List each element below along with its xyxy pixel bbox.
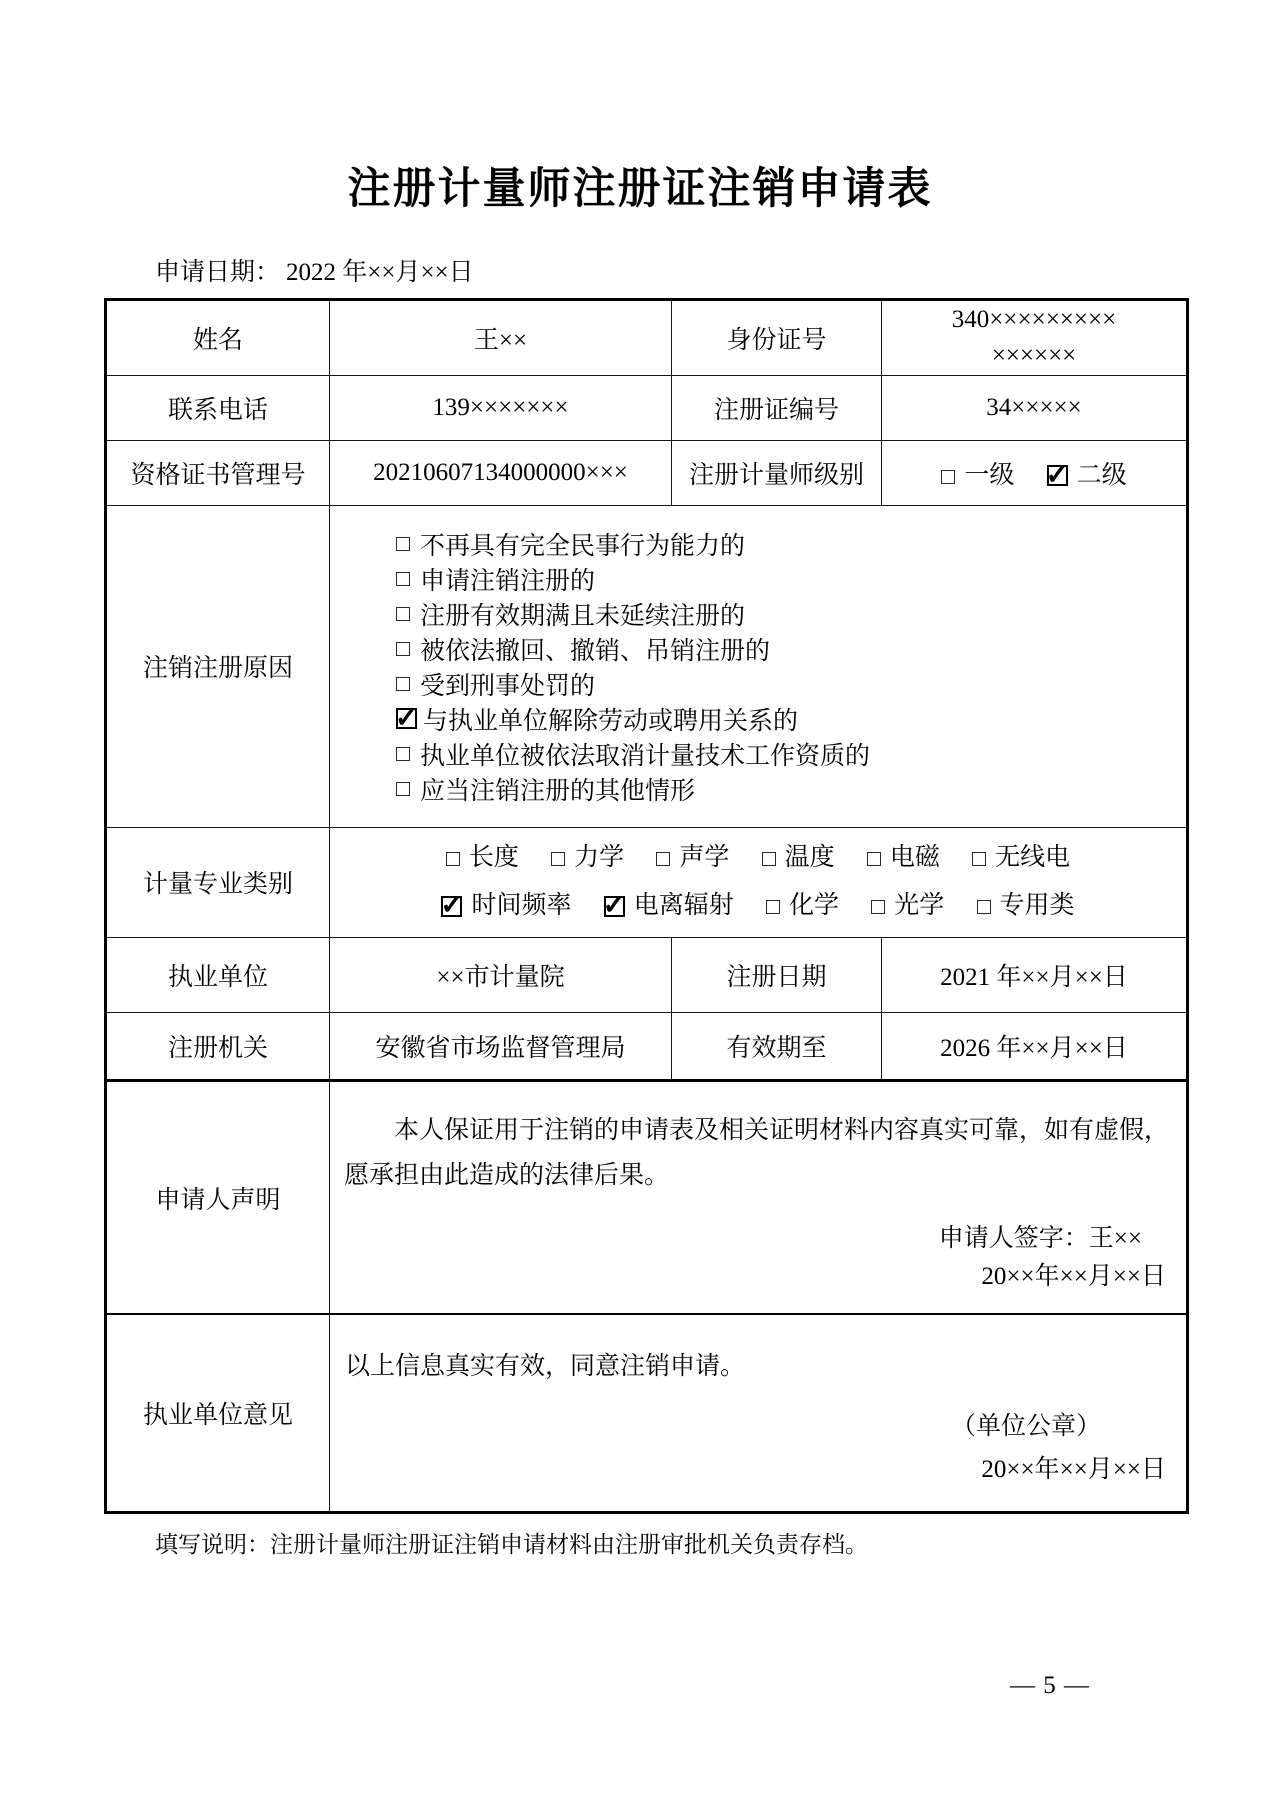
category-option[interactable] xyxy=(972,844,1070,871)
reason-1-label: 不再具有完全民事行为能力的 xyxy=(420,532,746,560)
reason-7-label: 执业单位被依法取消计量技术工作资质的 xyxy=(420,742,871,770)
authority-value-cell: 安徽省市场监督管理局 xyxy=(330,1012,672,1080)
reg-date-value-cell: 2021 年××月××日 xyxy=(882,937,1188,1012)
application-form-table xyxy=(104,298,1189,1514)
employer-label-cell: 执业单位 xyxy=(106,937,330,1012)
category-option[interactable] xyxy=(762,844,835,871)
id-number-line2: ×××××× xyxy=(991,341,1077,369)
reason-5-label: 受到刑事处罚的 xyxy=(420,672,596,700)
reason-option[interactable] xyxy=(396,701,1186,736)
row-employer-regdate xyxy=(106,937,1188,1012)
checkbox-reason-7-icon[interactable] xyxy=(396,747,410,761)
opinion-date: 20××年××月××日 xyxy=(981,1456,1166,1484)
categories-line-1 xyxy=(330,834,1186,882)
name-value-cell: 王×× xyxy=(330,299,672,375)
checkbox-category-shijianpinlv-icon[interactable]: ✓ xyxy=(440,890,464,922)
declaration-label-cell: 申请人声明 xyxy=(106,1080,330,1314)
category-label: 光学 xyxy=(894,892,945,920)
category-option[interactable] xyxy=(871,892,944,919)
checkbox-category-shengxue-icon[interactable] xyxy=(656,852,670,866)
checkbox-category-changdu-icon[interactable] xyxy=(446,852,460,866)
category-label: 电离辐射 xyxy=(633,892,734,920)
category-label: 温度 xyxy=(784,844,835,872)
cert-no-label-cell: 注册证编号 xyxy=(672,375,882,440)
level-option-2[interactable] xyxy=(1045,459,1127,491)
reason-option[interactable] xyxy=(396,561,1186,596)
reason-4-label: 被依法撤回、撤销、吊销注册的 xyxy=(420,637,771,665)
checkbox-category-dianlifushe-icon[interactable]: ✓ xyxy=(602,890,626,922)
checkbox-reason-8-icon[interactable] xyxy=(396,782,410,796)
valid-until-label-cell: 有效期至 xyxy=(672,1012,882,1080)
category-option[interactable] xyxy=(551,844,624,871)
applicant-signature-date: 20××年××月××日 xyxy=(981,1262,1166,1290)
category-option[interactable] xyxy=(656,844,729,871)
level-option-1[interactable] xyxy=(941,462,1014,489)
authority-label-cell: 注册机关 xyxy=(106,1012,330,1080)
level-option-1-label: 一级 xyxy=(964,461,1015,489)
category-option[interactable] xyxy=(602,890,734,922)
reason-option[interactable] xyxy=(396,526,1186,561)
id-number-line1: 340××××××××× xyxy=(951,305,1117,333)
row-phone-certno xyxy=(106,375,1188,440)
cert-no-value-cell: 34××××× xyxy=(882,375,1188,440)
categories-label-cell: 计量专业类别 xyxy=(106,827,330,937)
level-options-cell xyxy=(882,440,1188,505)
categories-options-cell xyxy=(330,827,1188,937)
checkbox-category-huaxue-icon[interactable] xyxy=(766,900,780,914)
qual-cert-label-cell: 资格证书管理号 xyxy=(106,440,330,505)
checkbox-category-wuxiandian-icon[interactable] xyxy=(972,852,986,866)
valid-until-value-cell: 2026 年××月××日 xyxy=(882,1012,1188,1080)
checkbox-reason-6-icon[interactable]: ✓ xyxy=(394,702,419,734)
reason-option[interactable] xyxy=(396,736,1186,771)
category-label: 时间频率 xyxy=(471,892,572,920)
checkbox-reason-5-icon[interactable] xyxy=(396,677,410,691)
category-option[interactable] xyxy=(440,890,572,922)
reason-8-label: 应当注销注册的其他情形 xyxy=(420,777,696,805)
row-authority-validity xyxy=(106,1012,1188,1080)
category-label: 专用类 xyxy=(999,892,1075,920)
checkbox-category-lixue-icon[interactable] xyxy=(551,852,565,866)
category-option[interactable] xyxy=(446,844,519,871)
reason-option[interactable] xyxy=(396,596,1186,631)
category-label: 声学 xyxy=(679,844,730,872)
checkbox-category-guangxue-icon[interactable] xyxy=(871,900,885,914)
row-employer-opinion xyxy=(106,1314,1188,1512)
phone-value-cell: 139××××××× xyxy=(330,375,672,440)
category-label: 化学 xyxy=(788,892,839,920)
checkbox-reason-2-icon[interactable] xyxy=(396,572,410,586)
level-label-cell: 注册计量师级别 xyxy=(672,440,882,505)
checkbox-category-zhuanyonglei-icon[interactable] xyxy=(977,900,991,914)
level-option-2-label: 二级 xyxy=(1076,461,1127,489)
application-date-label: 申请日期： xyxy=(155,258,281,286)
category-label: 长度 xyxy=(468,844,519,872)
reason-2-label: 申请注销注册的 xyxy=(420,567,596,595)
category-label: 电磁 xyxy=(889,844,940,872)
checkbox-level-1-icon[interactable] xyxy=(941,470,955,484)
reg-date-label-cell: 注册日期 xyxy=(672,937,882,1012)
declaration-content-cell xyxy=(330,1080,1188,1314)
row-cancellation-reasons xyxy=(106,505,1188,827)
checkbox-category-diancif-icon[interactable] xyxy=(867,852,881,866)
reasons-options-cell xyxy=(330,505,1188,827)
row-metrology-categories xyxy=(106,827,1188,937)
checkbox-category-wendu-icon[interactable] xyxy=(762,852,776,866)
page-number: — 5 — xyxy=(1010,1672,1090,1699)
application-date-line xyxy=(155,252,1280,288)
checkbox-reason-4-icon[interactable] xyxy=(396,642,410,656)
row-name-id xyxy=(106,299,1188,375)
opinion-body: 以上信息真实有效，同意注销申请。 xyxy=(345,1353,746,1381)
reason-3-label: 注册有效期满且未延续注册的 xyxy=(420,602,746,630)
phone-label-cell: 联系电话 xyxy=(106,375,330,440)
reasons-label-cell: 注销注册原因 xyxy=(106,505,330,827)
reason-option[interactable] xyxy=(396,631,1186,666)
declaration-body: 本人保证用于注销的申请表及相关证明材料内容真实可靠，如有虚假，愿承担由此造成的法律后果。 xyxy=(344,1116,1170,1189)
checkbox-reason-1-icon[interactable] xyxy=(396,537,410,551)
categories-line-2 xyxy=(330,882,1186,930)
qual-cert-value-cell: 20210607134000000××× xyxy=(330,440,672,505)
employer-value-cell: ××市计量院 xyxy=(330,937,672,1012)
page-title: 注册计量师注册证注销申请表 xyxy=(347,165,933,213)
reason-option[interactable] xyxy=(396,771,1186,806)
checkbox-reason-3-icon[interactable] xyxy=(396,607,410,621)
opinion-signature-block xyxy=(330,1405,1186,1507)
name-label-cell: 姓名 xyxy=(106,299,330,375)
id-number-value-cell xyxy=(882,299,1188,375)
reason-6-label: 与执业单位解除劳动或聘用关系的 xyxy=(423,707,799,735)
category-option[interactable] xyxy=(867,844,940,871)
declaration-signature-block xyxy=(330,1220,1186,1310)
reason-option[interactable] xyxy=(396,666,1186,701)
opinion-label-cell: 执业单位意见 xyxy=(106,1314,330,1512)
category-option[interactable] xyxy=(766,892,839,919)
unit-seal-placeholder: （单位公章） xyxy=(950,1413,1101,1441)
category-label: 无线电 xyxy=(995,844,1071,872)
id-number-label-cell: 身份证号 xyxy=(672,299,882,375)
row-applicant-declaration xyxy=(106,1080,1188,1314)
applicant-signature: 申请人签字：王×× xyxy=(938,1224,1142,1252)
opinion-content-cell xyxy=(330,1314,1188,1512)
application-date-value: 2022 年××月××日 xyxy=(286,258,474,286)
category-label: 力学 xyxy=(574,844,625,872)
row-qual-level xyxy=(106,440,1188,505)
checkbox-level-2-icon[interactable]: ✓ xyxy=(1045,459,1069,491)
filling-instructions: 填写说明：注册计量师注册证注销申请材料由注册审批机关负责存档。 xyxy=(155,1531,868,1557)
category-option[interactable] xyxy=(977,892,1075,919)
